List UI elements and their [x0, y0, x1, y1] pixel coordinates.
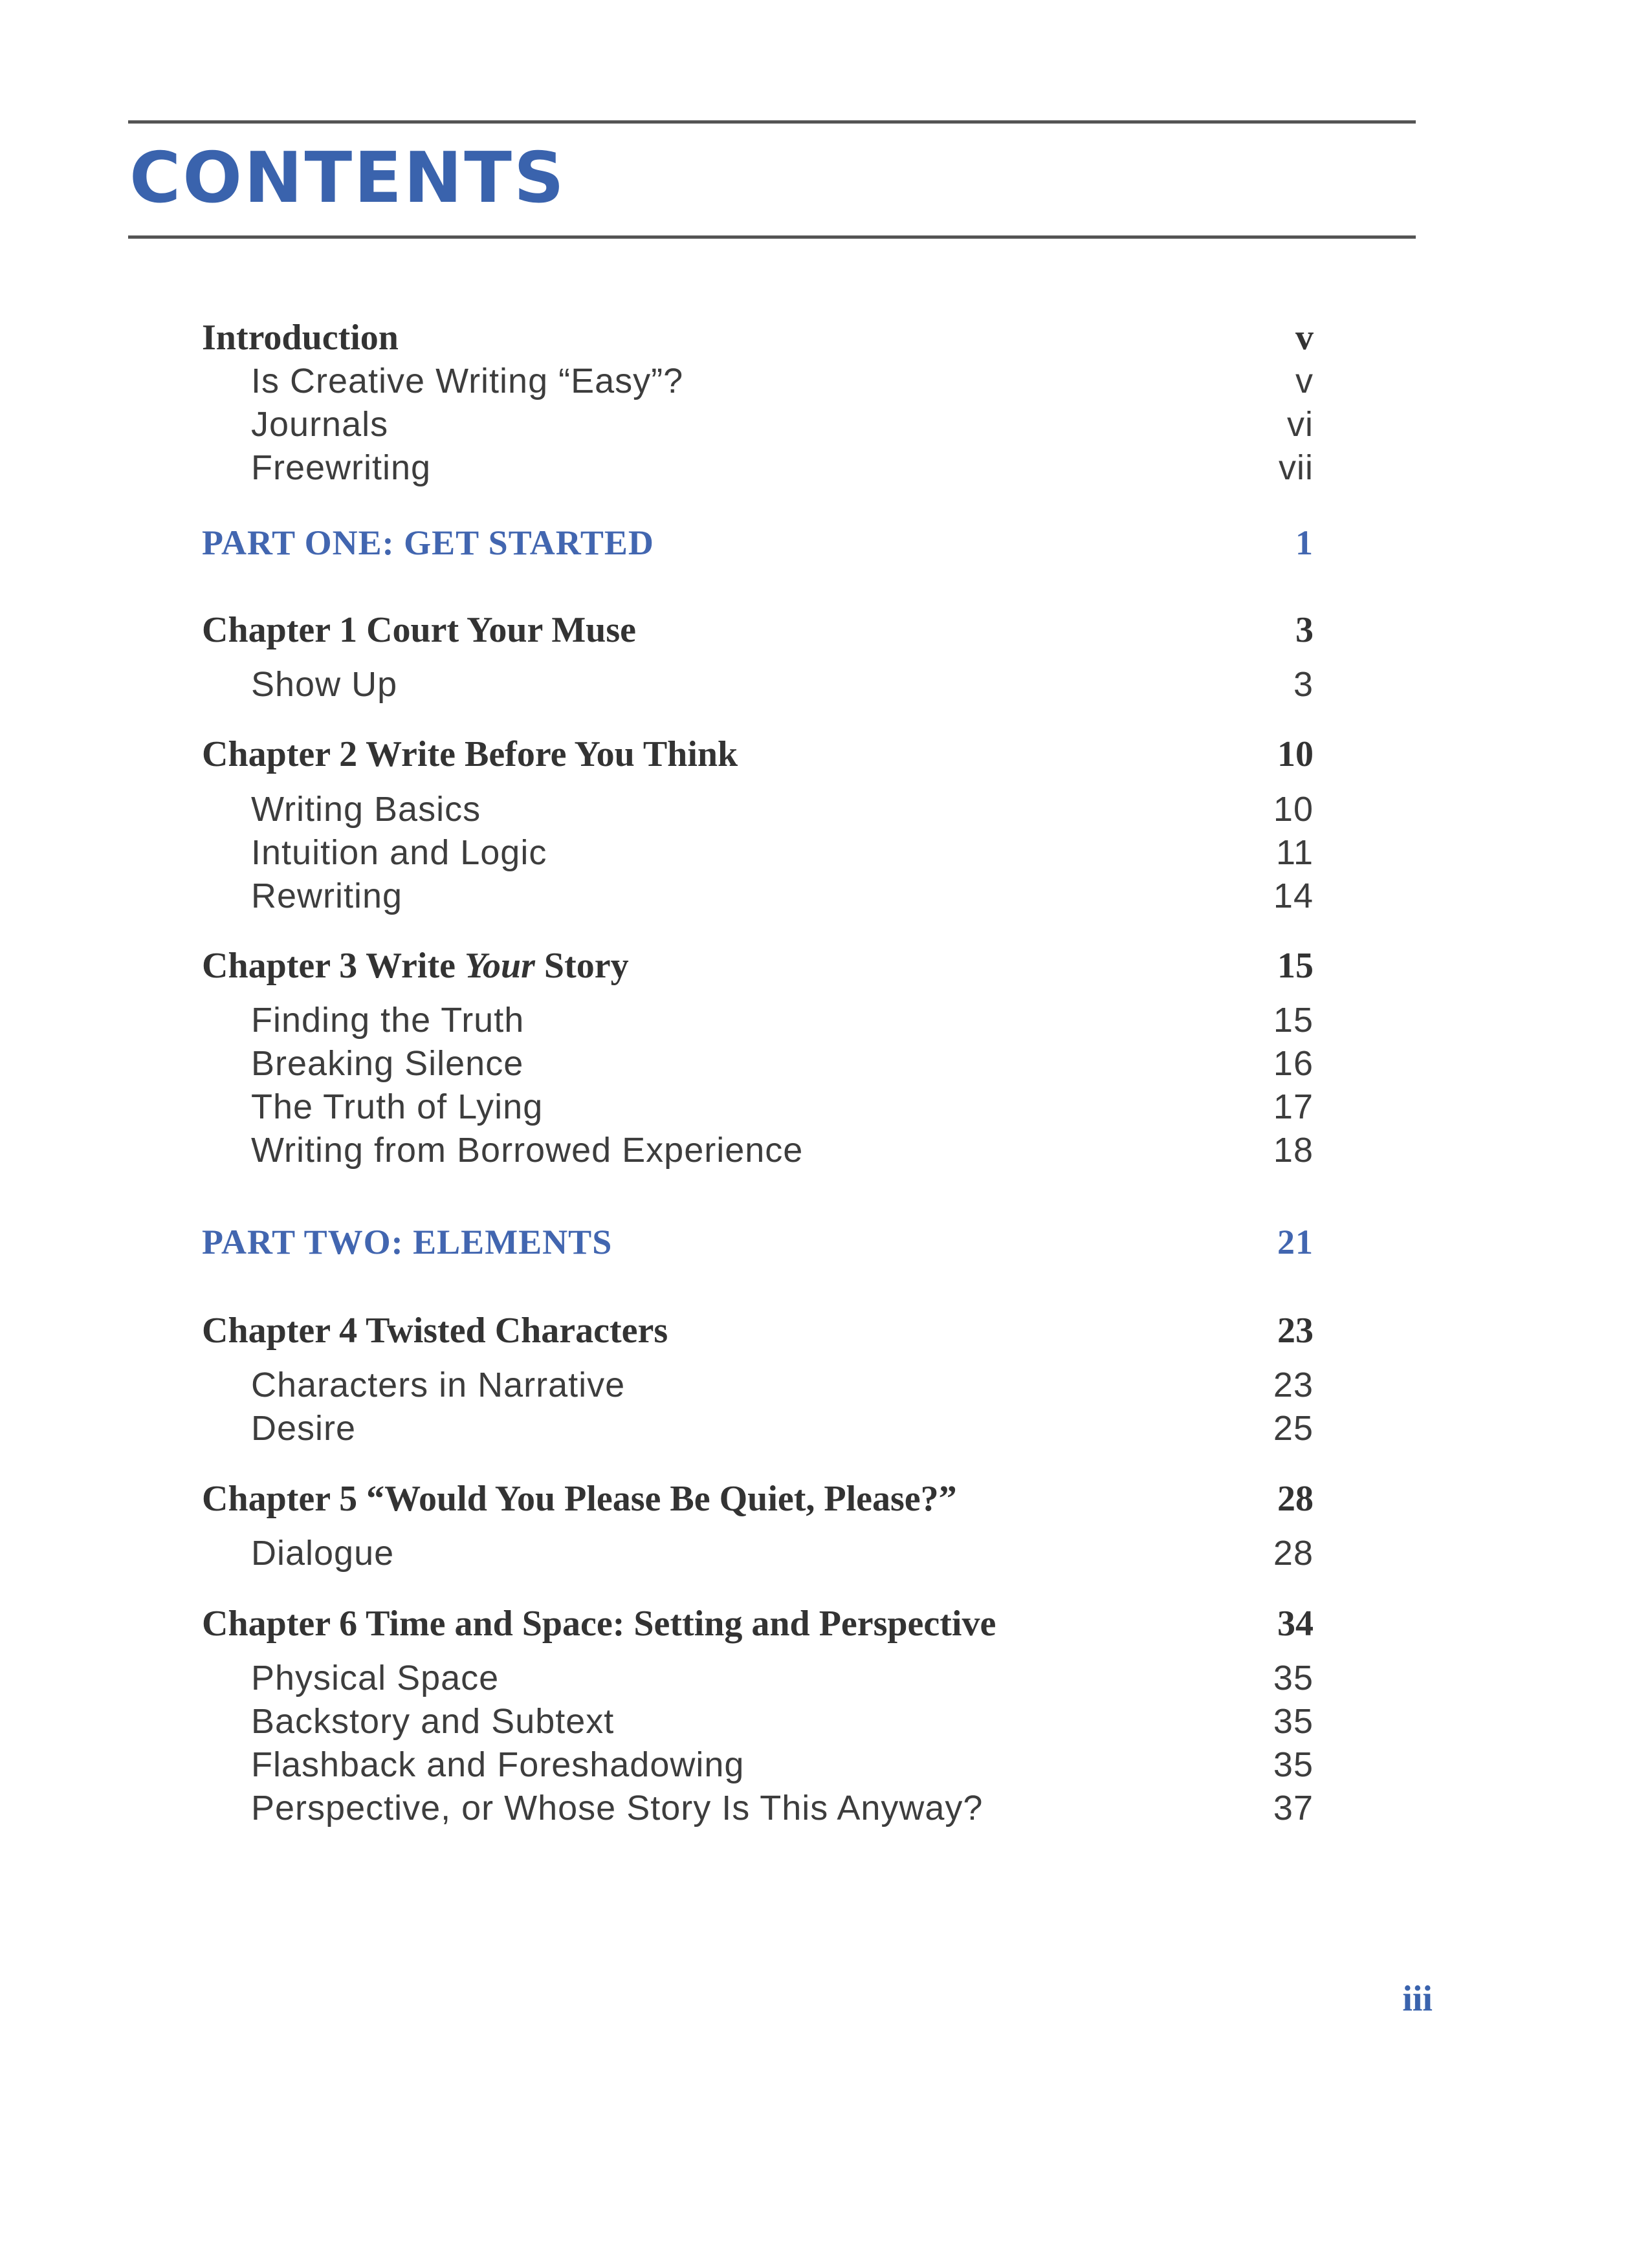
toc-section-freewriting[interactable]	[0, 442, 1650, 494]
toc-chapter-3[interactable]	[0, 940, 1650, 992]
toc-section-page: 16	[1273, 1044, 1314, 1083]
toc-section-page: vi	[1287, 405, 1314, 444]
toc-section-writing-from-borrowed-experience[interactable]	[0, 1124, 1650, 1176]
toc-section-title: Finding the Truth	[251, 1001, 525, 1040]
toc-chapter-title-emphasis: Your	[464, 946, 535, 986]
toc-section-page: 18	[1273, 1131, 1314, 1170]
toc-chapter-6[interactable]	[0, 1598, 1650, 1650]
toc-section-page: 28	[1273, 1534, 1314, 1573]
toc-part-page: 21	[1277, 1223, 1314, 1261]
toc-chapter-4[interactable]	[0, 1305, 1650, 1357]
toc-part-one[interactable]	[0, 517, 1650, 569]
toc-chapter-title: Chapter 4 Twisted Characters	[202, 1311, 668, 1351]
toc-entry-title: Introduction	[202, 318, 399, 358]
toc-section-title: Backstory and Subtext	[251, 1702, 615, 1741]
toc-section-page: 25	[1273, 1409, 1314, 1448]
page-number: iii	[1402, 1979, 1433, 2019]
toc-section-title: Rewriting	[251, 877, 403, 915]
toc-part-page: 1	[1295, 523, 1314, 562]
toc-chapter-title	[202, 940, 629, 992]
toc-section-page: 37	[1273, 1789, 1314, 1827]
toc-section-page: 10	[1273, 790, 1314, 829]
toc-section-page: 35	[1273, 1745, 1314, 1784]
toc-chapter-2[interactable]	[0, 728, 1650, 780]
toc-section-title: Desire	[251, 1409, 357, 1448]
toc-part-title: PART TWO: ELEMENTS	[202, 1223, 613, 1261]
toc-chapter-title-suffix: Story	[534, 946, 629, 986]
toc-section-dialogue[interactable]	[0, 1527, 1650, 1579]
toc-section-title: Dialogue	[251, 1534, 395, 1573]
toc-chapter-title: Chapter 1 Court Your Muse	[202, 610, 636, 650]
toc-section-desire[interactable]	[0, 1402, 1650, 1454]
toc-section-page: vii	[1279, 448, 1314, 487]
toc-section-page: 11	[1275, 833, 1314, 872]
toc-section-title: Writing from Borrowed Experience	[251, 1131, 804, 1170]
toc-section-page: 15	[1273, 1001, 1314, 1040]
toc-chapter-1[interactable]	[0, 604, 1650, 656]
toc-section-title: Freewriting	[251, 448, 432, 487]
toc-part-title: PART ONE: GET STARTED	[202, 523, 654, 562]
top-rule	[128, 120, 1416, 124]
toc-chapter-page: 15	[1277, 946, 1314, 986]
toc-section-page: 14	[1273, 877, 1314, 915]
page-title: CONTENTS	[129, 138, 566, 219]
toc-section-title: Physical Space	[251, 1659, 500, 1697]
toc-section-title: Journals	[251, 405, 389, 444]
toc-section-page: 17	[1273, 1087, 1314, 1126]
toc-section-rewriting[interactable]	[0, 870, 1650, 922]
toc-section-title: Perspective, or Whose Story Is This Anyway?	[251, 1789, 984, 1827]
toc-chapter-page: 10	[1277, 734, 1314, 774]
toc-section-show-up[interactable]	[0, 659, 1650, 710]
toc-chapter-page: 3	[1295, 610, 1314, 650]
toc-section-title: Intuition and Logic	[251, 833, 547, 872]
title-underline-rule	[128, 235, 1416, 239]
toc-chapter-title: Chapter 2 Write Before You Think	[202, 734, 738, 774]
toc-chapter-page: 23	[1277, 1311, 1314, 1351]
toc-section-title: Breaking Silence	[251, 1044, 524, 1083]
toc-chapter-5[interactable]	[0, 1473, 1650, 1525]
toc-section-page: v	[1295, 362, 1314, 400]
toc-chapter-title: Chapter 5 “Would You Please Be Quiet, Please?”	[202, 1479, 957, 1519]
toc-section-title: Characters in Narrative	[251, 1366, 626, 1404]
toc-entry-page: v	[1295, 318, 1314, 358]
toc-chapter-page: 28	[1277, 1479, 1314, 1519]
toc-chapter-page: 34	[1277, 1604, 1314, 1644]
toc-section-perspective-or-whose-story[interactable]	[0, 1782, 1650, 1834]
toc-chapter-title: Chapter 6 Time and Space: Setting and Perspective	[202, 1604, 996, 1644]
toc-part-two[interactable]	[0, 1216, 1650, 1268]
toc-chapter-title-prefix: Chapter 3 Write	[202, 946, 465, 986]
toc-section-page: 35	[1273, 1702, 1314, 1741]
toc-section-page: 35	[1273, 1659, 1314, 1697]
toc-section-page: 23	[1273, 1366, 1314, 1404]
toc-section-title: Flashback and Foreshadowing	[251, 1745, 745, 1784]
toc-section-title: The Truth of Lying	[251, 1087, 544, 1126]
toc-section-title: Show Up	[251, 665, 398, 704]
toc-section-title: Writing Basics	[251, 790, 481, 829]
toc-section-page: 3	[1293, 665, 1314, 704]
toc-section-title: Is Creative Writing “Easy”?	[251, 362, 684, 400]
